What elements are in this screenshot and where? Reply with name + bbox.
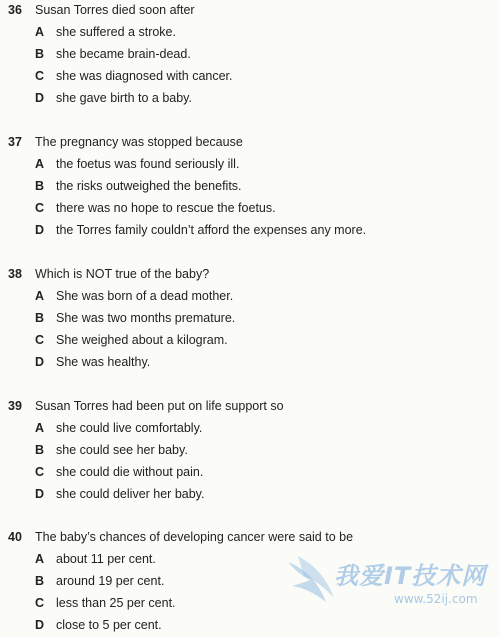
option-text: around 19 per cent. [56, 574, 165, 588]
question-stem [0, 264, 500, 286]
option-text: she could see her baby. [56, 443, 188, 457]
option-letter: C [35, 69, 45, 83]
option-text: She was healthy. [56, 355, 151, 369]
option-letter: C [35, 596, 45, 610]
question-text: The pregnancy was stopped because [35, 135, 243, 149]
option-letter: C [35, 201, 45, 215]
option-text: she gave birth to a baby. [56, 91, 192, 105]
option-text: she became brain-dead. [56, 47, 191, 61]
option-letter: B [35, 179, 45, 193]
option-b [0, 176, 500, 198]
option-a [0, 418, 500, 440]
question-text: Which is NOT true of the baby? [35, 267, 210, 281]
option-d [0, 88, 500, 110]
option-letter: A [35, 552, 45, 566]
option-text: she suffered a stroke. [56, 25, 176, 39]
option-letter: D [35, 355, 45, 369]
question-text: Susan Torres died soon after [35, 3, 195, 17]
option-letter: B [35, 311, 45, 325]
question-38 [0, 264, 500, 374]
option-text: She was born of a dead mother. [56, 289, 234, 303]
option-letter: A [35, 157, 45, 171]
option-letter: B [35, 574, 45, 588]
question-number: 38 [8, 267, 22, 281]
option-c [0, 66, 500, 88]
option-text: she was diagnosed with cancer. [56, 69, 233, 83]
question-text: The baby’s chances of developing cancer were said to be [35, 530, 354, 544]
question-40 [0, 527, 500, 637]
option-b [0, 571, 500, 593]
option-text: she could live comfortably. [56, 421, 203, 435]
option-letter: A [35, 289, 45, 303]
option-text: about 11 per cent. [56, 552, 156, 566]
question-36 [0, 0, 500, 110]
option-a [0, 22, 500, 44]
question-stem [0, 396, 500, 418]
question-stem [0, 132, 500, 154]
option-text: the foetus was found seriously ill. [56, 157, 240, 171]
option-text: she could deliver her baby. [56, 487, 205, 501]
option-letter: D [35, 487, 45, 501]
option-c [0, 198, 500, 220]
option-c [0, 330, 500, 352]
question-stem [0, 0, 500, 22]
option-text: she could die without pain. [56, 465, 204, 479]
option-text: the risks outweighed the benefits. [56, 179, 242, 193]
option-text: there was no hope to rescue the foetus. [56, 201, 276, 215]
watermark-text: 我爱IT技术网 [334, 562, 487, 590]
option-text: less than 25 per cent. [56, 596, 176, 610]
option-letter: C [35, 333, 45, 347]
option-letter: D [35, 618, 45, 632]
question-number: 40 [8, 530, 22, 544]
option-c [0, 593, 500, 615]
option-a [0, 154, 500, 176]
option-text: close to 5 per cent. [56, 618, 162, 632]
option-a [0, 286, 500, 308]
option-b [0, 308, 500, 330]
option-c [0, 462, 500, 484]
option-letter: D [35, 223, 45, 237]
option-d [0, 352, 500, 374]
question-number: 39 [8, 399, 22, 413]
option-text: She weighed about a kilogram. [56, 333, 228, 347]
option-letter: A [35, 421, 45, 435]
option-letter: B [35, 47, 45, 61]
question-stem [0, 527, 500, 549]
option-letter: B [35, 443, 45, 457]
option-letter: A [35, 25, 45, 39]
question-text: Susan Torres had been put on life support so [35, 399, 284, 413]
question-number: 36 [8, 3, 22, 17]
watermark-url: www.52ij.com [394, 592, 478, 606]
option-letter: C [35, 465, 45, 479]
question-39 [0, 396, 500, 506]
option-d [0, 615, 500, 637]
option-b [0, 440, 500, 462]
option-b [0, 44, 500, 66]
option-a [0, 549, 500, 571]
option-text: the Torres family couldn’t afford the expenses any more. [56, 223, 367, 237]
question-37 [0, 132, 500, 242]
option-text: She was two months premature. [56, 311, 236, 325]
question-number: 37 [8, 135, 22, 149]
option-letter: D [35, 91, 45, 105]
option-d [0, 484, 500, 506]
option-d [0, 220, 500, 242]
